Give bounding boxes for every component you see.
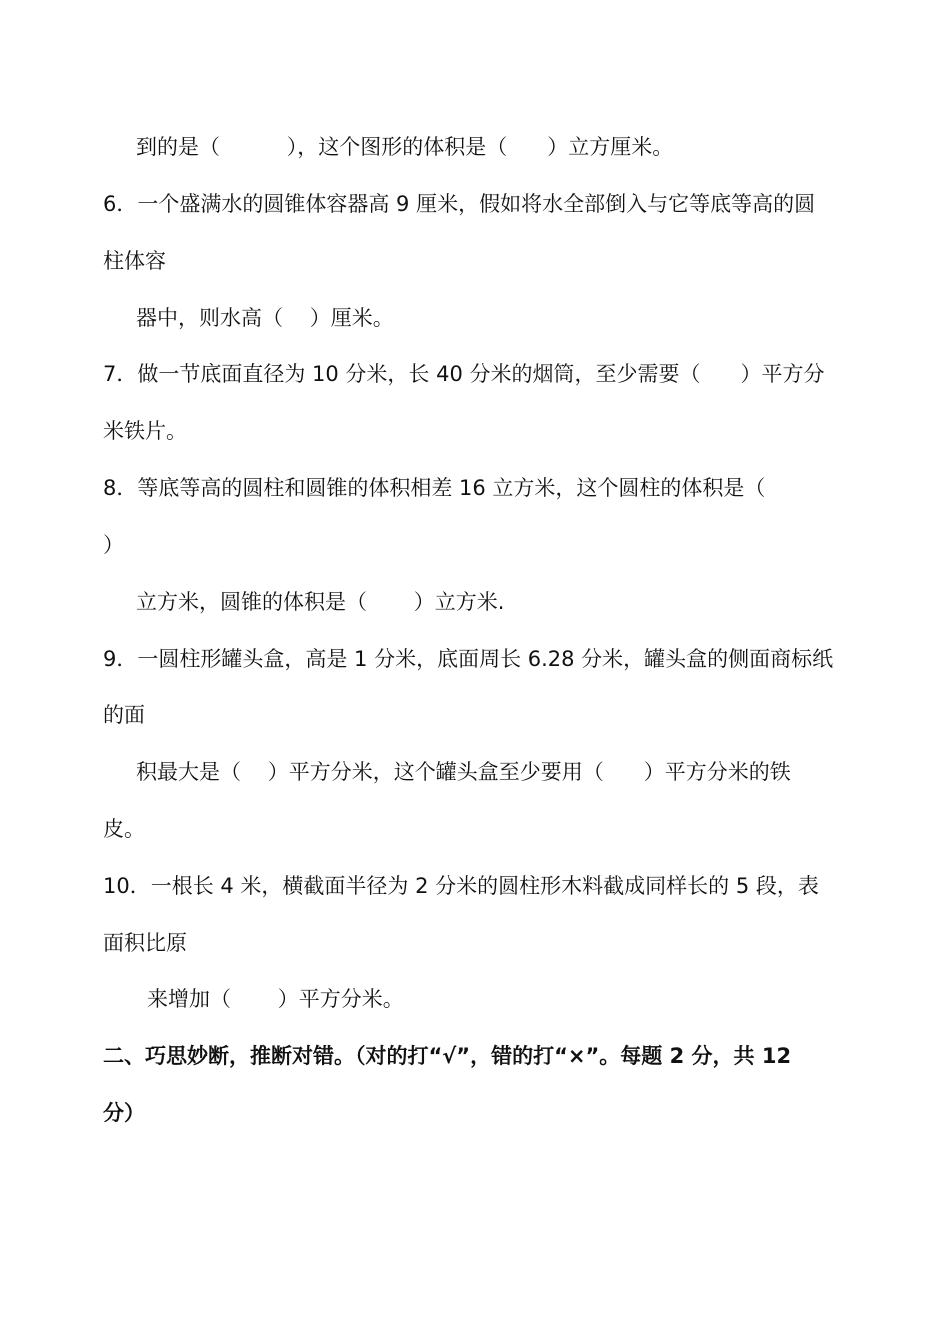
question-10-continuation: 来增加（ ）平方分米。 xyxy=(147,987,404,1011)
question-8-continuation: 立方米，圆锥的体积是（ ）立方米. xyxy=(136,590,505,614)
question-9-continuation: 积最大是（ ）平方分米，这个罐头盒至少要用（ ）平方分米的铁 xyxy=(136,760,791,784)
question-6-continuation: 器中，则水高（ ）厘米。 xyxy=(136,306,394,330)
question-9-text-wrap: 的面 xyxy=(103,703,145,727)
section-2-heading: 二、巧思妙断，推断对错。（对的打“√”，错的打“×”。每题 2 分，共 12 xyxy=(103,1044,792,1068)
question-9-continuation-wrap: 皮。 xyxy=(103,817,145,841)
question-7-text-wrap: 米铁片。 xyxy=(103,419,187,443)
question-6-text-wrap: 柱体容 xyxy=(103,249,166,273)
question-7-text: 7．做一节底面直径为 10 分米，长 40 分米的烟筒，至少需要（ ）平方分 xyxy=(103,362,825,386)
section-2-heading-wrap: 分） xyxy=(103,1101,145,1125)
question-8-text-wrap: ） xyxy=(103,533,124,557)
question-10-text: 10．一根长 4 米，横截面半径为 2 分米的圆柱形木料截成同样长的 5 段，表 xyxy=(103,874,819,898)
question-9-text: 9．一圆柱形罐头盒，高是 1 分米，底面周长 6.28 分米，罐头盒的侧面商标纸 xyxy=(103,647,834,671)
question-6-text: 6．一个盛满水的圆锥体容器高 9 厘米，假如将水全部倒入与它等底等高的圆 xyxy=(103,192,816,216)
question-8-text: 8．等底等高的圆柱和圆锥的体积相差 16 立方米，这个圆柱的体积是（ xyxy=(103,476,766,500)
question-10-text-wrap: 面积比原 xyxy=(103,931,187,955)
question-5-continuation: 到的是（ ），这个图形的体积是（ ）立方厘米。 xyxy=(136,135,674,159)
